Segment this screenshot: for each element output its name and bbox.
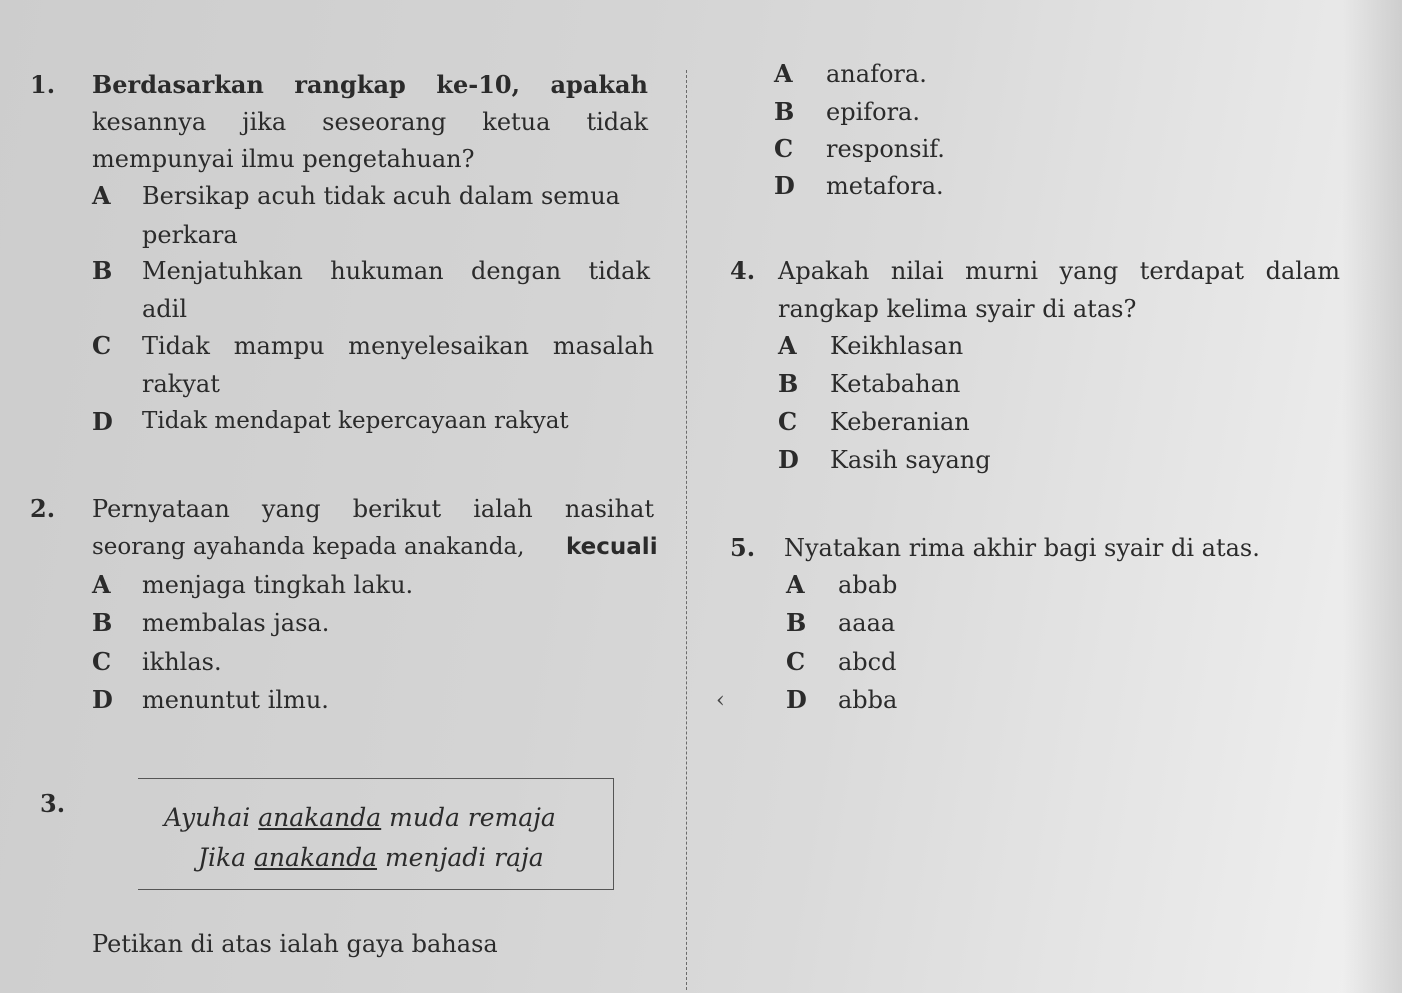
poem-underlined-word: anakanda bbox=[258, 803, 382, 832]
option-text: abab bbox=[838, 571, 898, 599]
option-text: rakyat bbox=[142, 370, 220, 398]
option-letter: D bbox=[92, 407, 113, 436]
option-text: perkara bbox=[142, 221, 238, 249]
question-stem-line: Berdasarkan rangkap ke-10, apakah bbox=[92, 70, 648, 99]
option-text: Bersikap acuh tidak acuh dalam semua bbox=[142, 182, 620, 210]
option-letter: C bbox=[778, 407, 798, 436]
option-text: menuntut ilmu. bbox=[142, 686, 329, 714]
question-stem-line: rangkap kelima syair di atas? bbox=[778, 295, 1137, 323]
option-letter: A bbox=[92, 181, 111, 210]
column-divider bbox=[686, 70, 687, 990]
option-text: Keberanian bbox=[830, 408, 970, 436]
option-letter: B bbox=[92, 256, 113, 285]
question-number: 1. bbox=[30, 70, 56, 99]
question-stem-line: Pernyataan yang berikut ialah nasihat bbox=[92, 495, 654, 523]
option-text: metafora. bbox=[826, 172, 944, 200]
question-stem-line: mempunyai ilmu pengetahuan? bbox=[92, 145, 475, 173]
option-text: abcd bbox=[838, 648, 897, 676]
option-text: menjaga tingkah laku. bbox=[142, 571, 414, 599]
poem-text: Jika bbox=[198, 843, 255, 872]
option-letter: C bbox=[774, 134, 794, 163]
option-letter: A bbox=[778, 331, 797, 360]
question-stem-line: kesannya jika seseorang ketua tidak bbox=[92, 108, 648, 136]
option-text: abba bbox=[838, 686, 898, 714]
poem-line bbox=[164, 803, 556, 832]
option-text: Tidak mendapat kepercayaan rakyat bbox=[142, 408, 569, 434]
option-letter: C bbox=[786, 647, 806, 676]
question-number: 5. bbox=[730, 533, 756, 562]
question-stem-line: seorang ayahanda kepada anakanda, bbox=[92, 534, 525, 560]
emphasis-keyword: kecuali bbox=[566, 534, 658, 560]
question-number: 4. bbox=[730, 256, 756, 285]
question-stem-line: Petikan di atas ialah gaya bahasa bbox=[92, 930, 498, 958]
poem-line bbox=[198, 843, 544, 872]
poem-text: muda remaja bbox=[381, 803, 556, 832]
option-letter: B bbox=[774, 97, 795, 126]
option-letter: C bbox=[92, 647, 112, 676]
option-letter: B bbox=[778, 369, 799, 398]
option-text: aaaa bbox=[838, 609, 896, 637]
option-letter: C bbox=[92, 331, 112, 360]
option-text: membalas jasa. bbox=[142, 609, 330, 637]
option-text: ikhlas. bbox=[142, 648, 222, 676]
question-stem-line: Apakah nilai murni yang terdapat dalam bbox=[778, 257, 1340, 285]
option-letter: D bbox=[92, 685, 113, 714]
option-letter: A bbox=[786, 570, 805, 599]
question-number: 2. bbox=[30, 494, 56, 523]
option-text: responsif. bbox=[826, 135, 945, 163]
option-text: anafora. bbox=[826, 60, 927, 88]
option-text: Keikhlasan bbox=[830, 332, 964, 360]
option-text: epifora. bbox=[826, 98, 920, 126]
option-letter: A bbox=[92, 570, 111, 599]
question-stem-line: Nyatakan rima akhir bagi syair di atas. bbox=[784, 534, 1260, 562]
option-letter: B bbox=[786, 608, 807, 637]
poem-excerpt-box bbox=[138, 778, 614, 890]
pen-mark-icon: ‹ bbox=[716, 688, 725, 713]
question-number: 3. bbox=[40, 789, 66, 818]
poem-text: menjadi raja bbox=[377, 843, 544, 872]
poem-underlined-word: anakanda bbox=[254, 843, 378, 872]
option-text: Menjatuhkan hukuman dengan tidak bbox=[142, 257, 650, 285]
poem-text: Ayuhai bbox=[164, 803, 259, 832]
option-letter: D bbox=[778, 445, 799, 474]
option-letter: A bbox=[774, 59, 793, 88]
option-text: Ketabahan bbox=[830, 370, 961, 398]
option-text: Kasih sayang bbox=[830, 446, 991, 474]
option-letter: B bbox=[92, 608, 113, 637]
option-letter: D bbox=[774, 171, 795, 200]
option-text: Tidak mampu menyelesaikan masalah bbox=[142, 332, 654, 360]
option-letter: D bbox=[786, 685, 807, 714]
page-shadow bbox=[1342, 0, 1402, 993]
option-text: adil bbox=[142, 295, 188, 323]
